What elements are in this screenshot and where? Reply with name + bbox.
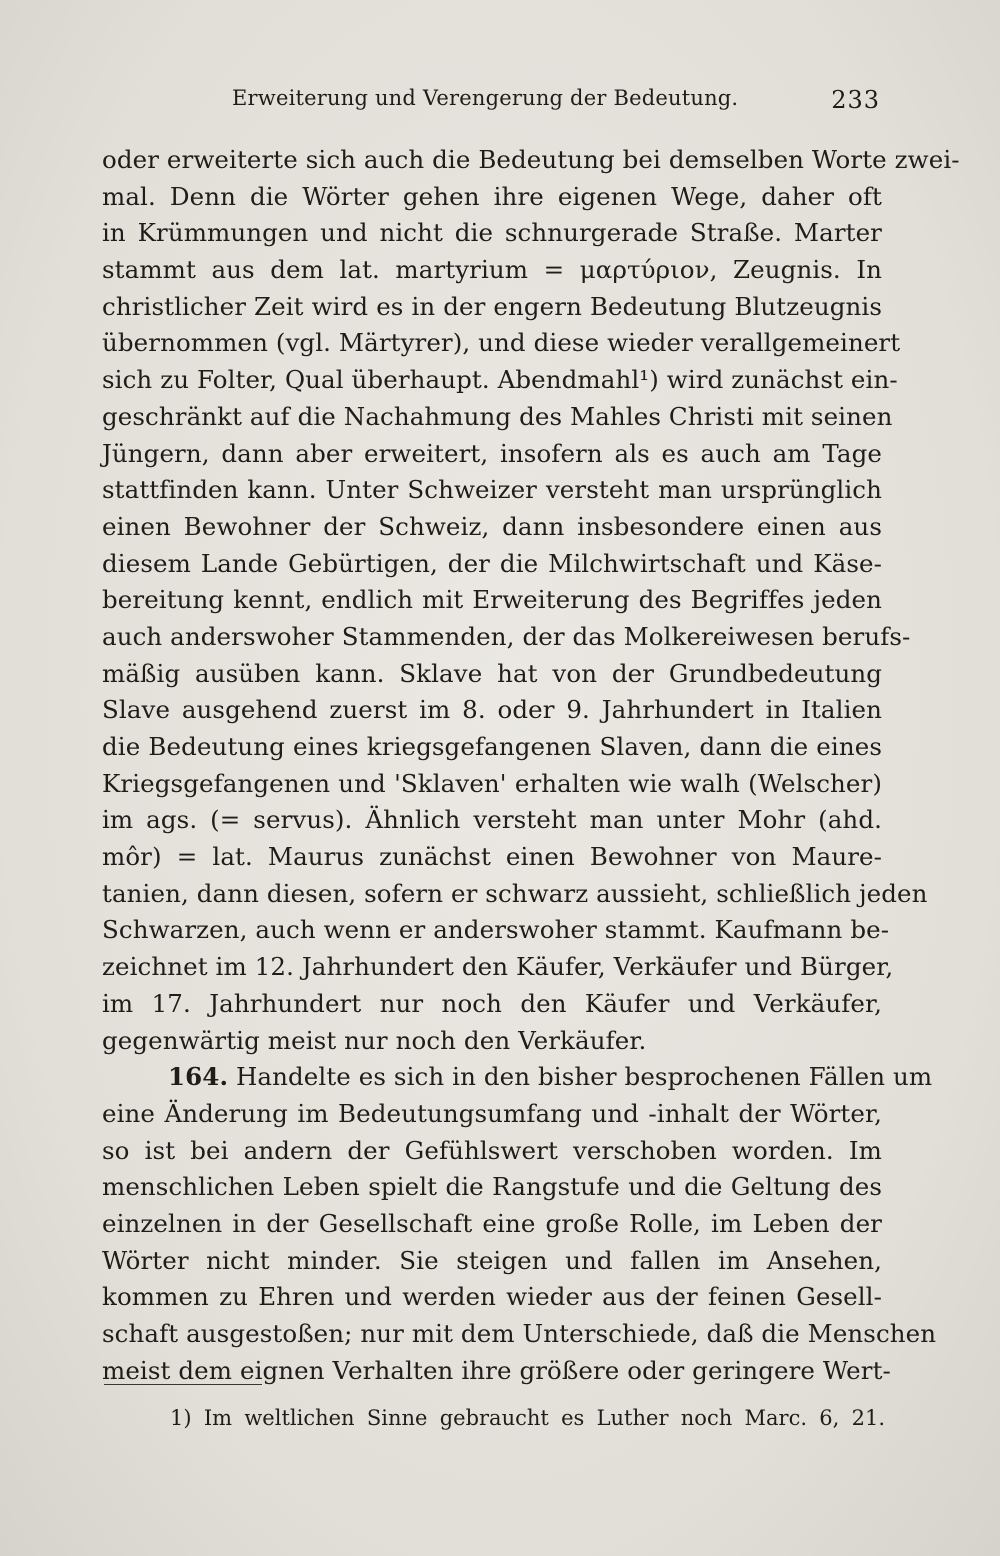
text-line: gegenwärtig meist nur noch den Verkäufer.	[102, 1025, 647, 1055]
text-line: oder erweiterte sich auch die Bedeutung bei demselben Worte zwei-	[102, 145, 960, 174]
text-line: geschränkt auf die Nachahmung des Mahles Christi mit seinen	[102, 401, 893, 431]
running-head	[100, 86, 880, 122]
section-first-line	[102, 1059, 933, 1096]
text-line: einen Bewohner der Schweiz, dann insbesondere einen aus	[102, 511, 882, 541]
text-line: Wörter nicht minder. Sie steigen und fallen im Ansehen,	[102, 1245, 882, 1275]
footnote-rule	[104, 1384, 262, 1385]
text-line: sich zu Folter, Qual überhaupt. Abendmahl¹) wird zunächst ein-	[102, 365, 898, 395]
text-line: kommen zu Ehren und werden wieder aus der feinen Gesell-	[102, 1282, 882, 1312]
text-line: im 17. Jahrhundert nur noch den Käufer und Verkäufer,	[102, 988, 882, 1018]
page-number: 233	[831, 86, 880, 114]
text-line: stattfinden kann. Unter Schweizer versteht man ursprünglich	[102, 475, 882, 505]
text-line: menschlichen Leben spielt die Rangstufe und die Geltung des	[102, 1172, 882, 1202]
body-text	[102, 142, 960, 1389]
paragraph-1	[102, 142, 960, 1059]
text-line: tanien, dann diesen, sofern er schwarz aussieht, schließlich jeden	[102, 878, 928, 908]
text-line: Slave ausgehend zuerst im 8. oder 9. Jahrhundert in Italien	[102, 695, 882, 725]
text-line: mäßig ausüben kann. Sklave hat von der Grundbedeutung	[102, 658, 882, 688]
text-line: Schwarzen, auch wenn er anderswoher stammt. Kaufmann be-	[102, 915, 890, 945]
section-number: 164.	[168, 1062, 229, 1092]
text-line: meist dem eignen Verhalten ihre größere oder geringere Wert-	[102, 1355, 891, 1385]
text-line: Kriegsgefangenen und 'Sklaven' erhalten wie walh (Welscher)	[102, 768, 882, 798]
footnote: 1) Im weltlichen Sinne gebraucht es Luther noch Marc. 6, 21.	[170, 1406, 885, 1430]
text-line: auch anderswoher Stammenden, der das Molkereiwesen berufs-	[102, 621, 911, 651]
text-line: einzelnen in der Gesellschaft eine große Rolle, im Leben der	[102, 1208, 882, 1238]
text-line: diesem Lande Gebürtigen, der die Milchwirtschaft und Käse-	[102, 548, 882, 578]
text-line: bereitung kennt, endlich mit Erweiterung des Begriffes jeden	[102, 585, 882, 615]
text-line: schaft ausgestoßen; nur mit dem Unterschiede, daß die Menschen	[102, 1319, 937, 1348]
text-line: im ags. (= servus). Ähnlich versteht man unter Mohr (ahd.	[102, 805, 882, 835]
text-line: so ist bei andern der Gefühlswert verschoben worden. Im	[102, 1135, 882, 1165]
text-line: die Bedeutung eines kriegsgefangenen Slaven, dann die eines	[102, 732, 882, 761]
text-line: in Krümmungen und nicht die schnurgerade Straße. Marter	[102, 218, 882, 248]
text-line: Jüngern, dann aber erweitert, insofern als es auch am Tage	[102, 438, 882, 468]
text-line: christlicher Zeit wird es in der engern Bedeutung Blutzeugnis	[102, 291, 882, 321]
text-line: mal. Denn die Wörter gehen ihre eigenen Wege, daher oft	[102, 181, 882, 211]
running-head-title: Erweiterung und Verengerung der Bedeutung.	[232, 86, 739, 110]
paragraph-164	[102, 1059, 937, 1389]
text-line: eine Änderung im Bedeutungsumfang und -inhalt der Wörter,	[102, 1098, 882, 1128]
text-line: môr) = lat. Maurus zunächst einen Bewohner von Maure-	[102, 842, 882, 872]
text-line: übernommen (vgl. Märtyrer), und diese wieder verallgemeinert	[102, 328, 901, 358]
section-first-line-text: Handelte es sich in den bisher besprochenen Fällen um	[235, 1062, 933, 1092]
text-line: stammt aus dem lat. martyrium = μαρτύριον, Zeugnis. In	[102, 255, 882, 285]
text-line: zeichnet im 12. Jahrhundert den Käufer, Verkäufer und Bürger,	[102, 952, 894, 982]
